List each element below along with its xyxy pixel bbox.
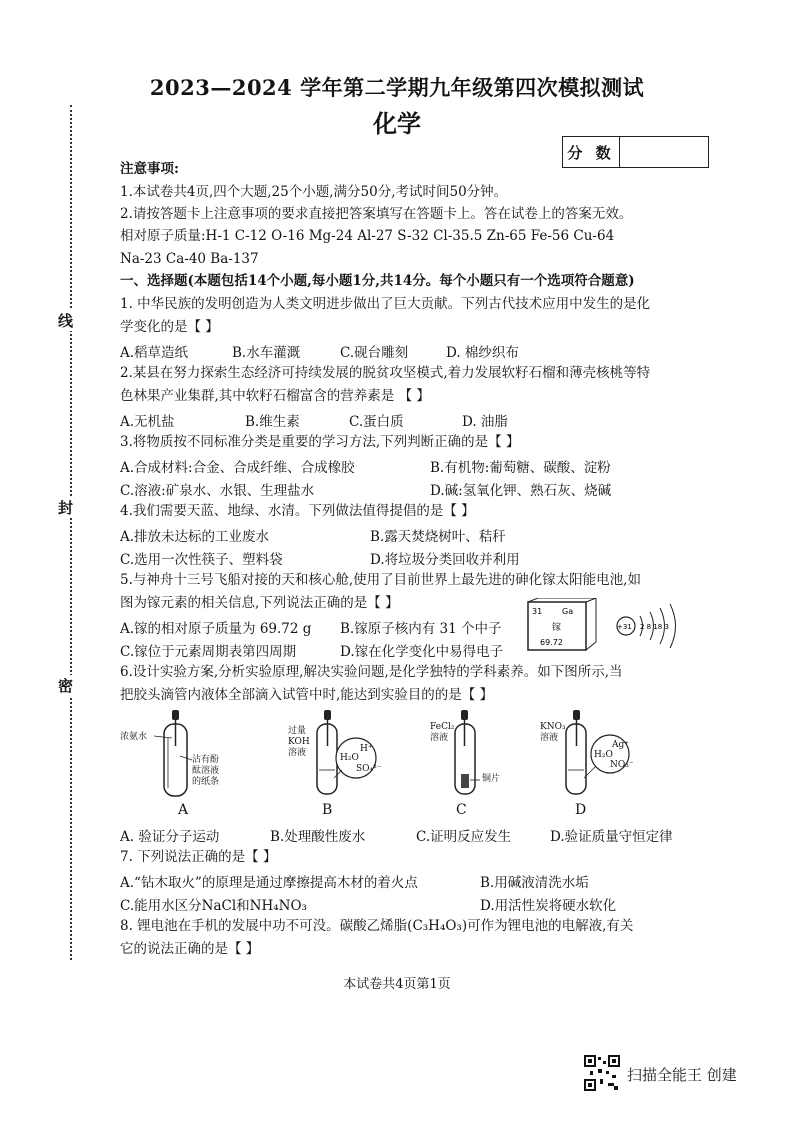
margin-char-xian: 线	[58, 312, 74, 330]
exp-c-reagent-2: 溶液	[430, 733, 449, 743]
nucleus-charge: +31	[617, 623, 632, 631]
exp-b-reagent-3: 溶液	[288, 748, 307, 758]
q2-stem-2: 色林果产业集群,其中软籽石榴富含的营养素是 【 】	[120, 388, 430, 404]
atomic-structure-diagram	[614, 600, 694, 658]
element-symbol: Ga	[562, 607, 574, 616]
exp-d-ion-3: NO₃⁻	[610, 760, 634, 770]
q3-stem: 3.将物质按不同标准分类是重要的学习方法,下列判断正确的是【 】	[120, 434, 520, 450]
margin-char-feng: 封	[58, 499, 74, 517]
score-label: 分 数	[563, 137, 620, 167]
exp-c-solid: 铜片	[482, 774, 501, 784]
experiment-c	[430, 708, 510, 808]
q4-option-b[interactable]: B.露天焚烧树叶、秸秆	[370, 529, 506, 545]
q6-stem-2: 把胶头滴管内液体全部滴入试管中时,能达到实验目的的是【 】	[120, 687, 494, 703]
exam-title: 2023—2024 学年第二学期九年级第四次模拟测试	[149, 75, 645, 100]
score-box	[562, 136, 709, 168]
exp-b-ion-1: H⁺	[360, 744, 373, 754]
binding-line	[70, 105, 72, 960]
exp-d-ion-1: Ag⁺	[612, 740, 630, 750]
notes-item-2: 2.请按答题卡上注意事项的要求直接把答案填写在答题卡上。答在试卷上的答案无效。	[120, 206, 633, 222]
atomic-mass-line-1: 相对原子质量:H-1 C-12 O-16 Mg-24 Al-27 S-32 Cl-35.5 Zn-65 Fe-56 Cu-64	[120, 228, 615, 244]
exp-b-ion-2: H₂O	[340, 753, 359, 763]
element-name: 镓	[552, 623, 562, 633]
notes-item-1: 1.本试卷共4页,四个大题,25个小题,满分50分,考试时间50分钟。	[120, 184, 508, 200]
exp-b-reagent-1: 过量	[288, 726, 307, 736]
q1-option-a[interactable]: A.稻草造纸	[120, 345, 189, 361]
page-footer: 本试卷共4页第1页	[343, 977, 451, 992]
q1-option-d[interactable]: D. 棉纱织布	[446, 345, 519, 361]
q5-option-b[interactable]: B.镓原子核内有 31 个中子	[340, 621, 502, 637]
exp-d-reagent-2: 溶液	[540, 733, 559, 743]
q6-option-b[interactable]: B.处理酸性废水	[270, 829, 366, 845]
exp-d-ion-2: H₂O	[594, 750, 613, 760]
scanner-watermark: 扫描全能王 创建	[627, 1066, 737, 1084]
q1-option-c[interactable]: C.砚台雕刻	[340, 345, 409, 361]
q2-option-a[interactable]: A.无机盐	[120, 414, 175, 430]
q6-option-a[interactable]: A. 验证分子运动	[120, 829, 220, 845]
q4-option-c[interactable]: C.选用一次性筷子、塑料袋	[120, 552, 283, 568]
q7-option-c[interactable]: C.能用水区分NaCl和NH₄NO₃	[120, 898, 307, 914]
q3-option-d[interactable]: D.碱:氢氧化钾、熟石灰、烧碱	[430, 483, 612, 499]
exp-a-label: A	[178, 802, 189, 818]
experiment-a	[120, 708, 230, 808]
experiment-b	[282, 708, 382, 808]
exp-d-reagent-1: KNO₃	[540, 722, 566, 732]
q5-stem-1: 5.与神舟十三号飞船对接的天和核心舱,使用了目前世界上最先进的砷化镓太阳能电池,如	[120, 572, 641, 588]
element-number: 31	[532, 607, 543, 616]
q4-option-d[interactable]: D.将垃圾分类回收并利用	[370, 552, 520, 568]
exp-d-label: D	[575, 802, 587, 818]
q5-option-d[interactable]: D.镓在化学变化中易得电子	[340, 644, 504, 660]
q3-option-c[interactable]: C.溶液:矿泉水、水银、生理盐水	[120, 483, 315, 499]
subject-title: 化学	[373, 109, 421, 138]
q5-option-a[interactable]: A.镓的相对原子质量为 69.72 g	[120, 621, 312, 637]
q3-option-b[interactable]: B.有机物:葡萄糖、碳酸、淀粉	[430, 460, 611, 476]
exp-c-reagent-1: FeCl₂	[430, 722, 455, 732]
q2-stem-1: 2.某县在努力探索生态经济可持续发展的脱贫攻坚模式,着力发展软籽石榴和薄壳核桃等特	[120, 365, 651, 381]
exp-b-label: B	[322, 802, 333, 818]
q1-option-b[interactable]: B.水车灌溉	[232, 345, 301, 361]
atomic-mass-line-2: Na-23 Ca-40 Ba-137	[120, 251, 259, 267]
q2-option-b[interactable]: B.维生素	[245, 414, 300, 430]
element-mass: 69.72	[540, 638, 563, 647]
q5-option-c[interactable]: C.镓位于元素周期表第四周期	[120, 644, 297, 660]
electron-shells: 2 8 18 3	[640, 623, 669, 631]
qr-code-icon	[584, 1055, 620, 1091]
q4-option-a[interactable]: A.排放未达标的工业废水	[120, 529, 270, 545]
q1-stem-2: 学变化的是【 】	[120, 319, 219, 335]
q3-option-a[interactable]: A.合成材料:合金、合成纤维、合成橡胶	[120, 460, 355, 476]
exp-b-ion-3: SO₄²⁻	[356, 764, 382, 774]
q5-stem-2: 图为镓元素的相关信息,下列说法正确的是【 】	[120, 595, 399, 611]
q2-option-c[interactable]: C.蛋白质	[349, 414, 404, 430]
q2-option-d[interactable]: D. 油脂	[462, 414, 508, 430]
score-field[interactable]	[620, 137, 708, 167]
exp-a-reagent: 浓氨水	[120, 732, 148, 742]
exp-b-reagent-2: KOH	[288, 737, 310, 747]
exp-a-paper-2: 酞溶液	[192, 766, 220, 776]
q6-stem-1: 6.设计实验方案,分析实验原理,解决实验问题,是化学独特的学科素养。如下图所示,当	[120, 664, 623, 680]
q8-stem-2: 它的说法正确的是【 】	[120, 941, 260, 957]
exp-a-paper-3: 的纸条	[192, 777, 220, 787]
experiment-d	[538, 708, 638, 808]
q7-option-d[interactable]: D.用活性炭将硬水软化	[480, 898, 617, 914]
element-card	[522, 598, 602, 656]
q8-stem-1: 8. 锂电池在手机的发展中功不可没。碳酸乙烯脂(C₃H₄O₃)可作为锂电池的电解液,有关	[120, 918, 634, 934]
exp-a-paper-1: 沾有酚	[192, 755, 220, 765]
exp-c-label: C	[456, 802, 467, 818]
notes-heading: 注意事项:	[120, 161, 179, 177]
q1-stem-1: 1. 中华民族的发明创造为人类文明进步做出了巨大贡献。下列古代技术应用中发生的是化	[120, 296, 651, 312]
q7-stem: 7. 下列说法正确的是【 】	[120, 849, 277, 865]
q7-option-b[interactable]: B.用碱液清洗水垢	[480, 875, 589, 891]
section-heading: 一、选择题(本题包括14个小题,每小题1分,共14分。每个小题只有一个选项符合题意)	[120, 273, 635, 289]
q6-option-d[interactable]: D.验证质量守恒定律	[550, 829, 673, 845]
margin-char-mi: 密	[58, 677, 74, 695]
q4-stem: 4.我们需要天蓝、地绿、水清。下列做法值得提倡的是【 】	[120, 503, 475, 519]
q6-option-c[interactable]: C.证明反应发生	[416, 829, 512, 845]
q7-option-a[interactable]: A.“钻木取火”的原理是通过摩擦提高木材的着火点	[120, 875, 418, 891]
